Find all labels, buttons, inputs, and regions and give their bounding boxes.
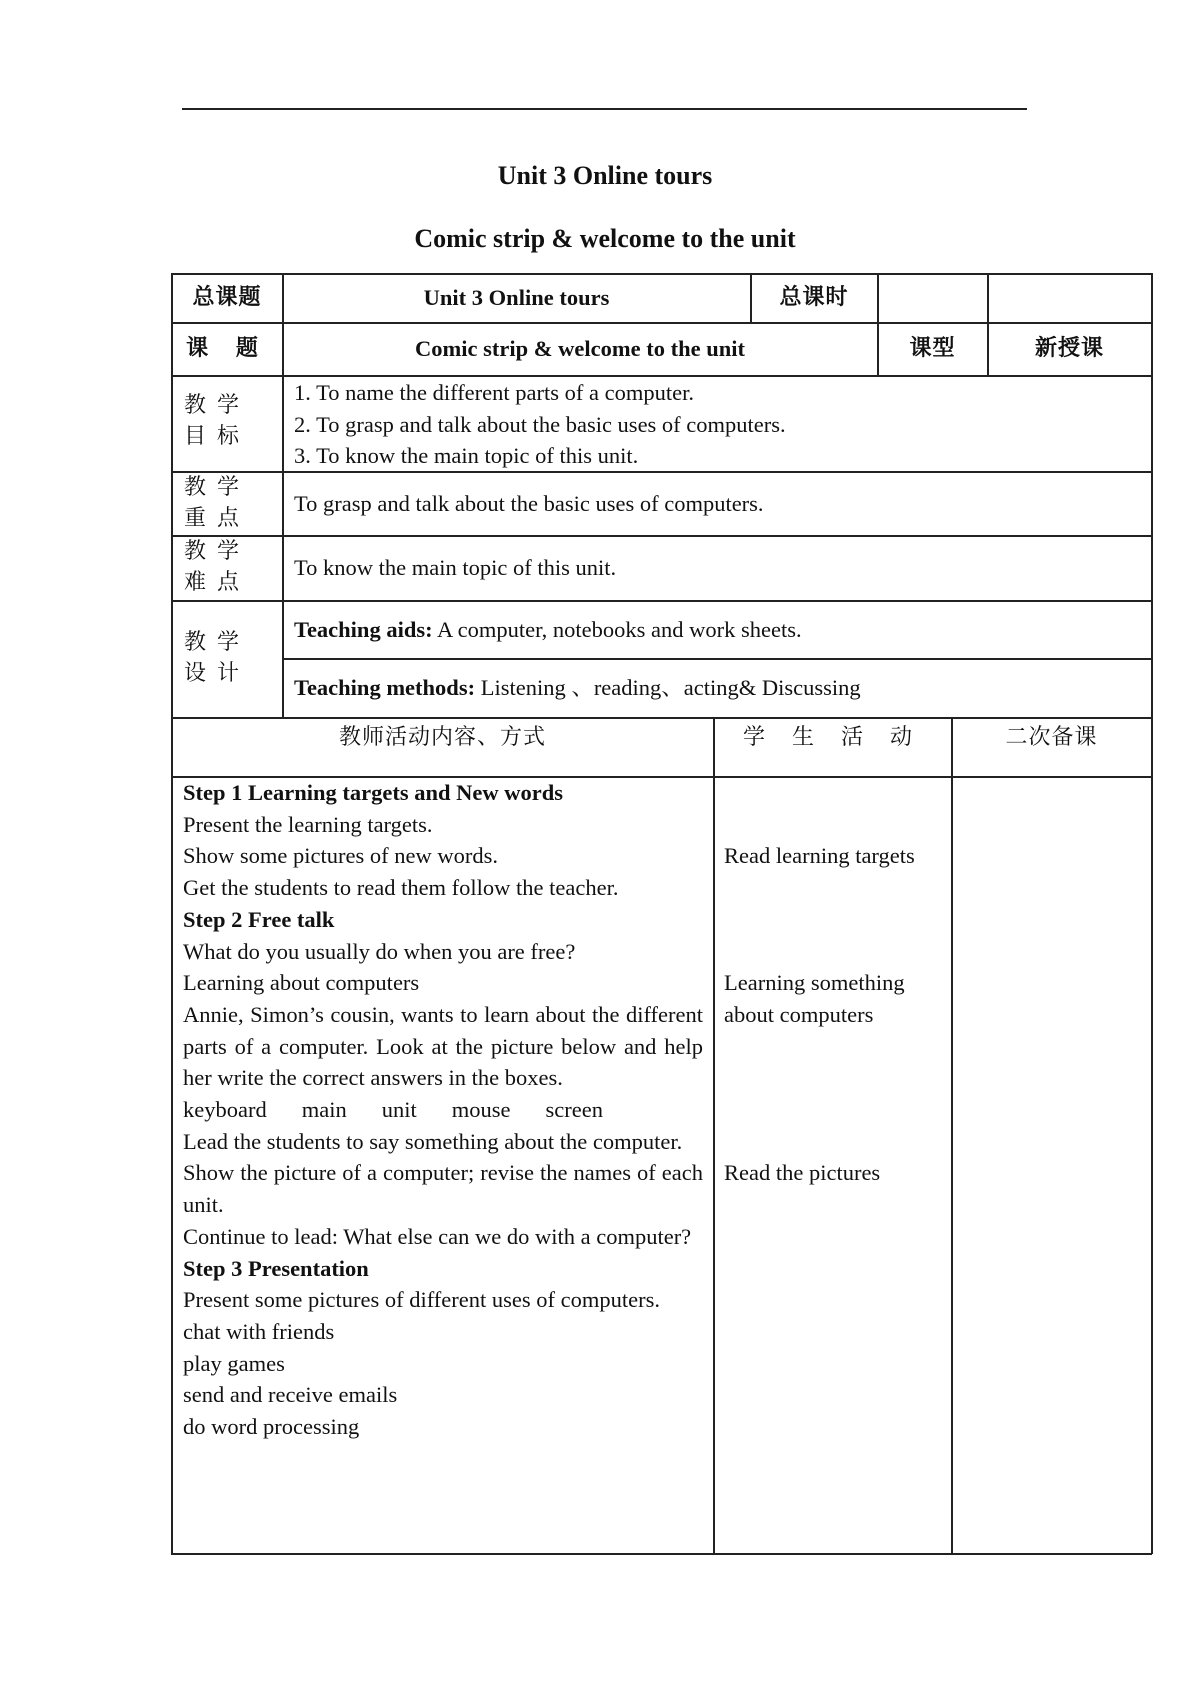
key-points-text: To grasp and talk about the basic uses of computers. (294, 490, 764, 516)
teaching-aids-label: Teaching aids: (294, 616, 433, 642)
activity-line: Show some pictures of new words. (183, 843, 498, 869)
course-topic-value: Unit 3 Online tours (423, 285, 610, 311)
student-activity-line: Read learning targets (724, 843, 915, 869)
total-hours-label: 总课时 (779, 285, 849, 311)
lesson-type-label: 课型 (909, 336, 956, 362)
student-activity-line: Read the pictures (724, 1160, 881, 1186)
teaching-methods-text: Listening 、reading、acting& Discussing (475, 675, 861, 701)
activity-line: play games (183, 1350, 285, 1376)
page-title: Unit 3 Online tours (497, 161, 713, 190)
lesson-topic-label: 课 题 (186, 336, 268, 362)
teaching-methods (294, 659, 1144, 717)
student-activity-content (724, 777, 946, 1552)
table-border-bottom (171, 1553, 1152, 1555)
step-heading: Step 2 Free talk (183, 906, 335, 932)
table-rule (951, 717, 953, 1554)
difficulties-text: To know the main topic of this unit. (294, 555, 617, 581)
activity-line: Present some pictures of different uses of computers. (183, 1287, 660, 1313)
activity-line: send and receive emails (183, 1382, 398, 1408)
teaching-aids-text: A computer, notebooks and work sheets. (432, 616, 802, 642)
teaching-aids (294, 601, 1144, 658)
teacher-activity-header: 教师活动内容、方式 (338, 725, 546, 750)
objective-item: 3. To know the main topic of this unit. (294, 443, 639, 469)
header-rule (182, 108, 1027, 110)
activity-line: Lead the students to say something about the computer. (183, 1128, 683, 1154)
student-activity-header: 学 生 活 动 (743, 725, 922, 750)
page-subtitle: Comic strip & welcome to the unit (414, 224, 796, 253)
table-border-left (171, 273, 173, 1554)
activity-line: Learning about computers (183, 970, 420, 996)
activity-line: What do you usually do when you are free? (183, 938, 576, 964)
activity-line: keyboard main unit mouse screen (183, 1097, 603, 1123)
student-activity-line: about computers (724, 1001, 874, 1027)
student-activity-line: Learning something (724, 970, 905, 996)
course-topic-label: 总课题 (192, 285, 262, 311)
objective-item: 2. To grasp and talk about the basic uses of computers. (294, 411, 786, 437)
notes-header: 二次备课 (1005, 725, 1098, 750)
teacher-activity-content (183, 777, 703, 1443)
objectives-list (294, 377, 1144, 472)
activity-line: Get the students to read them follow the teacher. (183, 875, 619, 901)
step-heading: Step 1 Learning targets and New words (183, 780, 563, 805)
difficulties-label: 教学难点 (184, 539, 251, 595)
activity-line: do word processing (183, 1414, 360, 1440)
activity-line: Annie, Simon’s cousin, wants to learn about the different parts of a computer. Look at the picture below and help her write the correct answers in the boxes. (183, 1001, 703, 1091)
table-rule (713, 717, 715, 1554)
activity-line: Present the learning targets. (183, 811, 433, 837)
table-rule (171, 717, 1152, 719)
objective-item: 1. To name the different parts of a computer. (294, 380, 694, 405)
step-heading: Step 3 Presentation (183, 1255, 369, 1281)
activity-line: Show the picture of a computer; revise the names of each unit. (183, 1160, 703, 1218)
lesson-topic-value: Comic strip & welcome to the unit (415, 336, 745, 362)
lesson-type-value: 新授课 (1034, 336, 1104, 362)
blank-cell (988, 274, 1151, 322)
objectives-label: 教学目标 (184, 393, 251, 449)
design-label: 教学设计 (184, 630, 251, 686)
activity-line: chat with friends (183, 1318, 335, 1344)
total-hours-value (878, 274, 987, 322)
activity-line: Continue to lead: What else can we do with a computer? (183, 1223, 692, 1249)
table-border-right (1151, 273, 1153, 1554)
key-points-label: 教学重点 (184, 475, 251, 531)
teaching-methods-label: Teaching methods: (294, 675, 476, 701)
